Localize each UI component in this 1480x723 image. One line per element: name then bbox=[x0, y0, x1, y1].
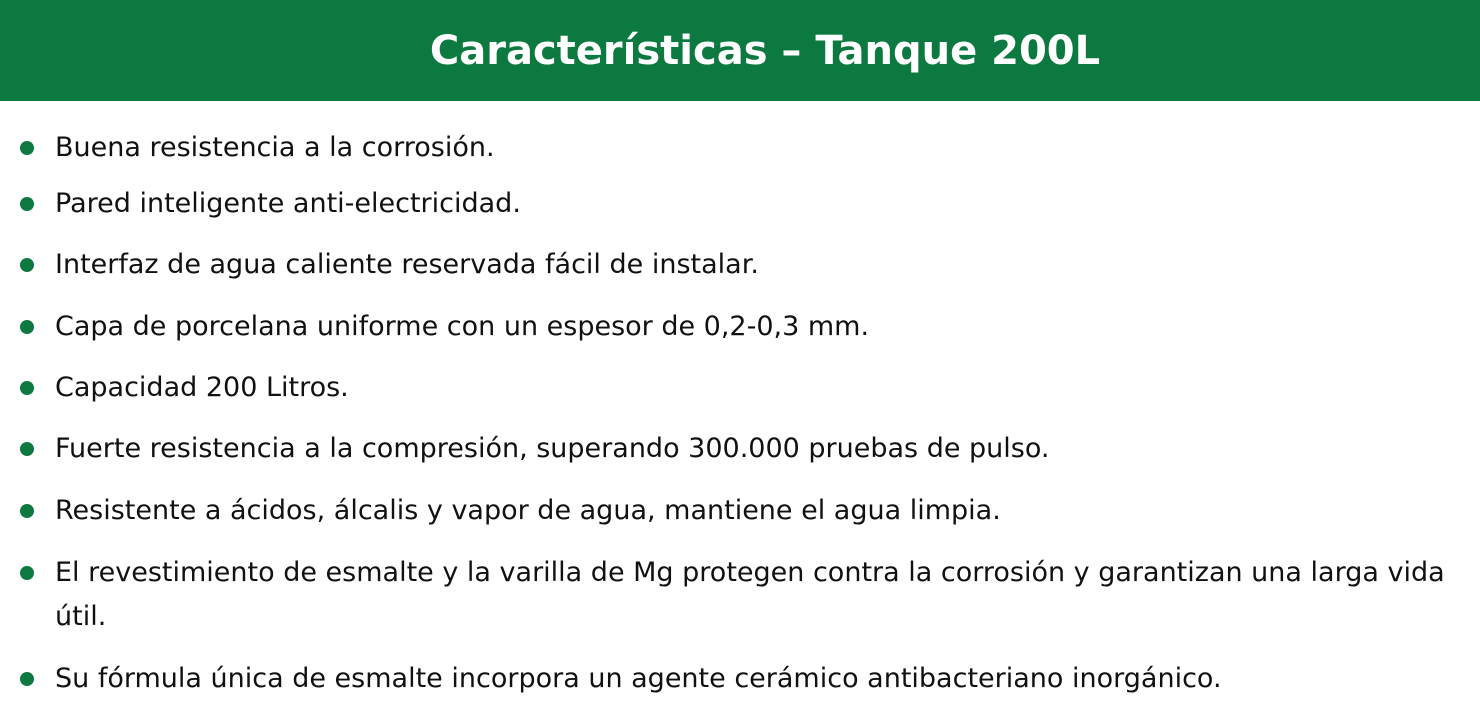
feature-text: Capa de porcelana uniforme con un espesor de 0,2-0,3 mm. bbox=[55, 311, 870, 342]
feature-text: Fuerte resistencia a la compresión, superando 300.000 pruebas de pulso. bbox=[55, 433, 1050, 464]
list-item bbox=[55, 126, 1460, 170]
bullet-icon bbox=[20, 141, 34, 155]
feature-text: Buena resistencia a la corrosión. bbox=[55, 132, 495, 163]
feature-text: Interfaz de agua caliente reservada fácil de instalar. bbox=[55, 249, 759, 280]
list-item bbox=[55, 657, 1460, 701]
list-item bbox=[55, 366, 1460, 410]
list-item bbox=[55, 551, 1460, 639]
list-item bbox=[55, 182, 1460, 226]
bullet-icon bbox=[20, 442, 34, 456]
title-banner bbox=[0, 0, 1480, 101]
list-item bbox=[55, 427, 1460, 471]
feature-text: Su fórmula única de esmalte incorpora un agente cerámico antibacteriano inorgánico. bbox=[55, 663, 1222, 694]
bullet-icon bbox=[20, 566, 34, 580]
bullet-icon bbox=[20, 258, 34, 272]
page-title: Características – Tanque 200L bbox=[429, 27, 1101, 74]
list-item bbox=[55, 489, 1460, 533]
bullet-icon bbox=[20, 504, 34, 518]
bullet-icon bbox=[20, 197, 34, 211]
bullet-icon bbox=[20, 381, 34, 395]
list-item bbox=[55, 305, 1460, 349]
bullet-icon bbox=[20, 320, 34, 334]
feature-text: Resistente a ácidos, álcalis y vapor de agua, mantiene el agua limpia. bbox=[55, 495, 1001, 526]
feature-text: El revestimiento de esmalte y la varilla de Mg protegen contra la corrosión y garantizan una larga vida útil. bbox=[55, 557, 1445, 632]
bullet-icon bbox=[20, 672, 34, 686]
list-item bbox=[55, 243, 1460, 287]
feature-text: Capacidad 200 Litros. bbox=[55, 372, 349, 403]
feature-text: Pared inteligente anti-electricidad. bbox=[55, 188, 521, 219]
